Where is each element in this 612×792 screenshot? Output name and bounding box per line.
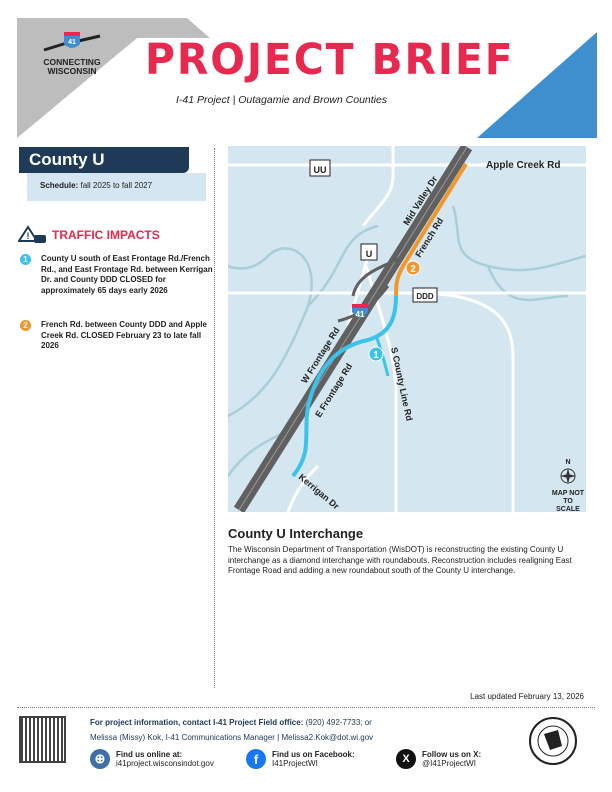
map-scale-note: MAP NOT TO SCALE — [551, 490, 585, 513]
x-handle[interactable]: @I41ProjectWI — [422, 759, 476, 768]
page-subtitle: I-41 Project | Outagamie and Brown Counties — [176, 94, 388, 106]
label-apple-creek-rd: Apple Creek Rd — [486, 160, 561, 171]
u-shield — [361, 244, 377, 260]
footer-divider — [17, 707, 595, 708]
contact-label: For project information, contact I-41 Project Field office: — [90, 718, 304, 727]
wisdot-seal-logo — [528, 716, 578, 766]
schedule-value: fall 2025 to fall 2027 — [80, 181, 153, 190]
section-body: The Wisconsin Department of Transportation (WisDOT) is reconstructing the existing County U interchange as a diamond interchange with roundabouts. Reconstruction includes realigning East Frontage Road and adding a new roundabout south of the County U interchange. — [228, 545, 572, 575]
impact-number-1: 1 — [20, 254, 31, 265]
traffic-impacts-heading — [18, 225, 160, 245]
i41-logo-icon — [42, 30, 102, 56]
web-url[interactable]: i41project.wisconsindot.gov — [116, 759, 214, 768]
facebook-link[interactable] — [246, 749, 355, 769]
contact-line-1 — [90, 718, 372, 727]
svg-text:41: 41 — [68, 39, 76, 46]
traffic-impacts-title: TRAFFIC IMPACTS — [52, 228, 160, 242]
schedule-label: Schedule: — [40, 181, 79, 190]
svg-text:1: 1 — [373, 350, 379, 361]
qr-code[interactable] — [19, 716, 66, 763]
label-mid-valley-dr: Mid Valley Dr — [401, 174, 440, 228]
facebook-handle[interactable]: I41ProjectWI — [272, 759, 318, 768]
web-label: Find us online at: — [116, 750, 183, 759]
vertical-divider — [214, 148, 215, 688]
logo-text: CONNECTING WISCONSIN — [43, 57, 101, 76]
x-icon: X — [396, 749, 416, 769]
svg-text:U: U — [365, 249, 373, 259]
x-link[interactable] — [396, 749, 481, 769]
county-heading: County U — [19, 147, 189, 173]
impact-item-1 — [20, 254, 215, 296]
facebook-icon: f — [246, 749, 266, 769]
svg-text:N: N — [565, 459, 571, 466]
impact-text-1: County U south of East Frontage Rd./French Rd., and East Frontage Rd. between Kerrigan Dr. and County DDD CLOSED for approximately 65 days early 2026 — [41, 254, 213, 295]
east-frontage-closure — [293, 296, 396, 476]
map-local-roads — [228, 146, 586, 512]
svg-text:2: 2 — [410, 264, 416, 275]
label-kerrigan-dr: Kerrigan Dr — [296, 471, 342, 512]
globe-icon: ⊕ — [90, 749, 110, 769]
traffic-warning-icon — [18, 225, 48, 245]
marker-2 — [406, 261, 420, 275]
compass-icon — [560, 459, 576, 484]
impact-number-2: 2 — [20, 320, 31, 331]
impact-item-2 — [20, 320, 215, 352]
section-title: County U Interchange — [228, 526, 364, 541]
web-link[interactable] — [90, 749, 214, 769]
contact-line-2[interactable]: Melissa (Missy) Kok, I-41 Communications Manager | Melissa2.Kok@dot.wi.gov — [90, 733, 374, 742]
uu-shield — [310, 160, 330, 176]
svg-text:DDD: DDD — [416, 292, 434, 301]
page-title: PROJECT BRIEF — [145, 35, 515, 85]
label-e-frontage-rd: E Frontage Rd — [313, 361, 355, 420]
ddd-shield — [413, 288, 437, 302]
label-s-county-line-rd: S County Line Rd — [389, 346, 415, 422]
contact-phone: (920) 492-7733; or — [303, 718, 372, 727]
last-updated: Last updated February 13, 2026 — [470, 692, 584, 701]
connecting-wisconsin-logo — [37, 30, 107, 76]
label-w-frontage-rd: W Frontage Rd — [299, 325, 342, 386]
schedule-box — [27, 173, 206, 201]
project-map — [228, 146, 586, 512]
facebook-label: Find us on Facebook: — [272, 750, 355, 759]
svg-text:!: ! — [26, 231, 30, 241]
label-french-rd: French Rd — [413, 216, 446, 260]
impact-text-2: French Rd. between County DDD and Apple Creek Rd. CLOSED February 23 to late fall 2026 — [41, 320, 207, 350]
svg-text:UU: UU — [313, 165, 327, 175]
x-label: Follow us on X: — [422, 750, 482, 759]
svg-text:41: 41 — [355, 310, 365, 319]
marker-1 — [369, 347, 383, 361]
